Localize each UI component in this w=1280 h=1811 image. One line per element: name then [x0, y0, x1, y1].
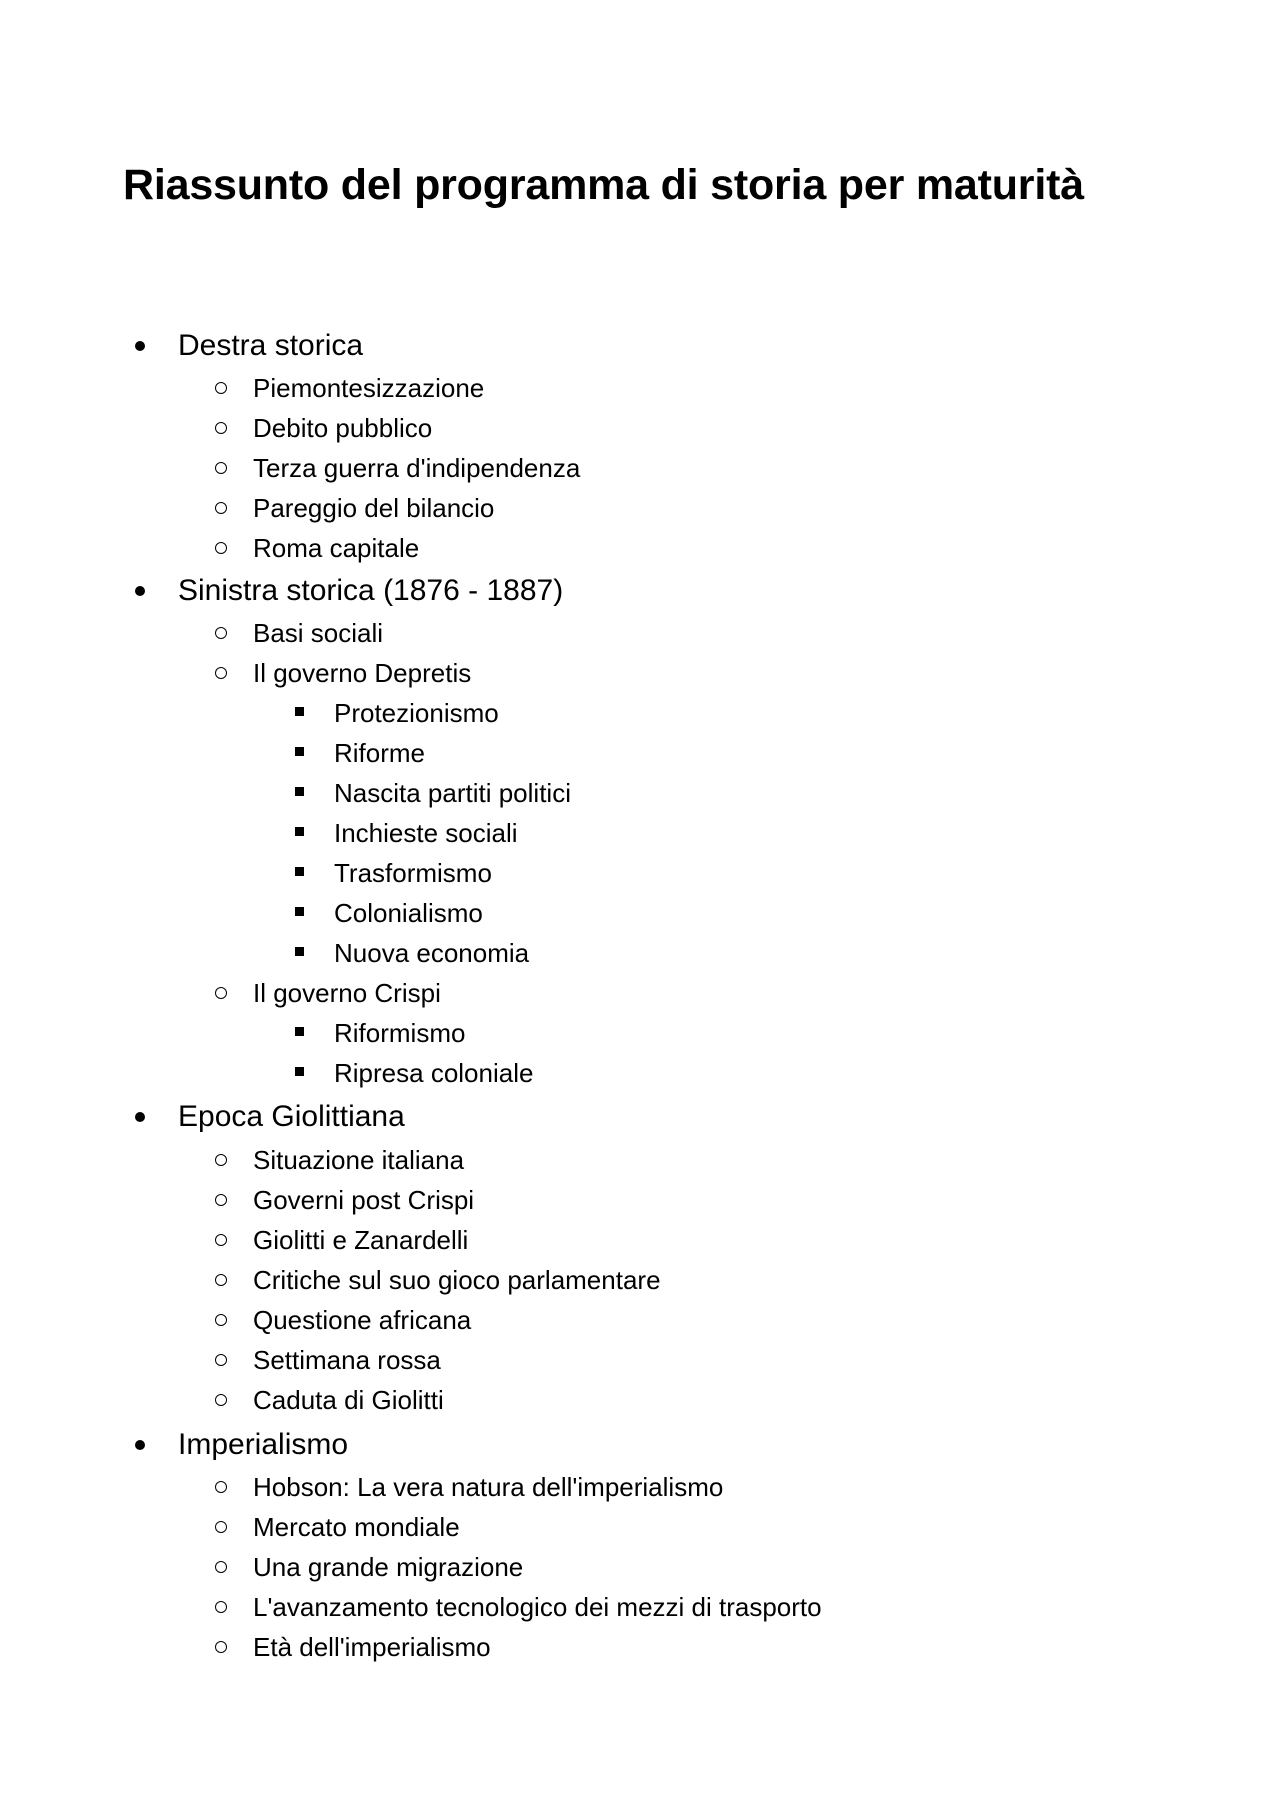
- outline-item-label: Nuova economia: [334, 938, 530, 968]
- hollow-circle-bullet-icon: [215, 1274, 227, 1286]
- hollow-circle-bullet-icon: [215, 542, 227, 554]
- hollow-circle-bullet-icon: [215, 462, 227, 474]
- square-bullet-icon: [295, 827, 304, 836]
- hollow-circle-bullet-icon: [215, 667, 227, 679]
- filled-disc-bullet-icon: [135, 1440, 145, 1450]
- square-bullet-icon: [295, 867, 304, 876]
- outline-item-label: Mercato mondiale: [253, 1512, 460, 1542]
- outline-item-label: Settimana rossa: [253, 1345, 441, 1375]
- hollow-circle-bullet-icon: [215, 1314, 227, 1326]
- outline-item-label: Roma capitale: [253, 533, 420, 563]
- outline-item-label: Terza guerra d'indipendenza: [253, 453, 581, 483]
- outline-item-label: Protezionismo: [334, 698, 499, 728]
- hollow-circle-bullet-icon: [215, 502, 227, 514]
- filled-disc-bullet-icon: [135, 1112, 145, 1122]
- outline-item-label: Una grande migrazione: [253, 1552, 524, 1582]
- hollow-circle-bullet-icon: [215, 627, 227, 639]
- outline-item-label: Destra storica: [178, 329, 364, 362]
- outline-item-label: Ripresa coloniale: [334, 1058, 534, 1088]
- hollow-circle-bullet-icon: [215, 382, 227, 394]
- outline-item-label: Nascita partiti politici: [334, 778, 571, 808]
- hollow-circle-bullet-icon: [215, 1641, 227, 1653]
- filled-disc-bullet-icon: [135, 586, 145, 596]
- filled-disc-bullet-icon: [135, 341, 145, 351]
- hollow-circle-bullet-icon: [215, 1154, 227, 1166]
- square-bullet-icon: [295, 907, 304, 916]
- outline-item-label: Debito pubblico: [253, 413, 433, 443]
- hollow-circle-bullet-icon: [215, 1394, 227, 1406]
- hollow-circle-bullet-icon: [215, 1601, 227, 1613]
- outline-item-label: Sinistra storica (1876 - 1887): [178, 574, 564, 607]
- hollow-circle-bullet-icon: [215, 1521, 227, 1533]
- outline-item-label: Basi sociali: [253, 618, 384, 648]
- hollow-circle-bullet-icon: [215, 422, 227, 434]
- outline-item-label: Questione africana: [253, 1305, 472, 1335]
- outline-item-label: Pareggio del bilancio: [253, 493, 495, 523]
- outline-item-label: Giolitti e Zanardelli: [253, 1225, 469, 1255]
- square-bullet-icon: [295, 787, 304, 796]
- outline-item-label: Riforme: [334, 738, 426, 768]
- square-bullet-icon: [295, 947, 304, 956]
- square-bullet-icon: [295, 1067, 304, 1076]
- outline-item-label: Hobson: La vera natura dell'imperialismo: [253, 1472, 724, 1502]
- outline-item-label: Età dell'imperialismo: [253, 1632, 491, 1662]
- outline-item-label: Inchieste sociali: [334, 818, 518, 848]
- outline-item-label: Critiche sul suo gioco parlamentare: [253, 1265, 661, 1295]
- outline-item-label: Colonialismo: [334, 898, 483, 928]
- page-title: Riassunto del programma di storia per maturità: [123, 161, 1084, 209]
- outline-item-label: Situazione italiana: [253, 1145, 465, 1175]
- outline-item-label: Piemontesizzazione: [253, 373, 485, 403]
- outline-item-label: Caduta di Giolitti: [253, 1385, 444, 1415]
- hollow-circle-bullet-icon: [215, 1194, 227, 1206]
- hollow-circle-bullet-icon: [215, 1354, 227, 1366]
- square-bullet-icon: [295, 707, 304, 716]
- outline-item-label: Epoca Giolittiana: [178, 1100, 405, 1133]
- outline-item-label: Riformismo: [334, 1018, 466, 1048]
- hollow-circle-bullet-icon: [215, 987, 227, 999]
- hollow-circle-bullet-icon: [215, 1561, 227, 1573]
- square-bullet-icon: [295, 1027, 304, 1036]
- outline-item-label: L'avanzamento tecnologico dei mezzi di trasporto: [253, 1592, 822, 1622]
- square-bullet-icon: [295, 747, 304, 756]
- outline-item-label: Il governo Crispi: [253, 978, 441, 1008]
- outline-item-label: Governi post Crispi: [253, 1185, 475, 1215]
- outline-item-label: Imperialismo: [178, 1428, 349, 1461]
- outline-item-label: Il governo Depretis: [253, 658, 472, 688]
- hollow-circle-bullet-icon: [215, 1481, 227, 1493]
- outline-item-label: Trasformismo: [334, 858, 492, 888]
- hollow-circle-bullet-icon: [215, 1234, 227, 1246]
